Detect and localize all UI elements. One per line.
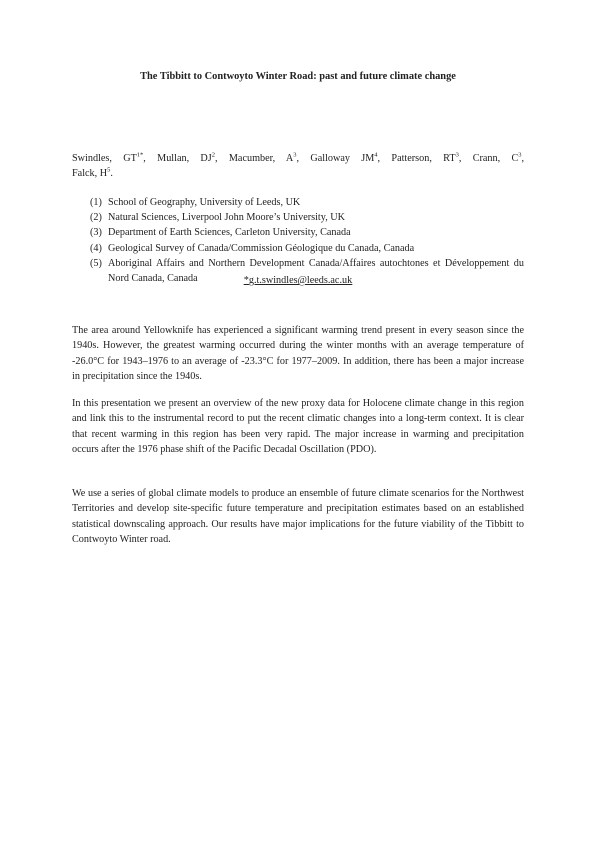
author: Mullan, $DJ^2$,	[157, 151, 229, 164]
abstract-paragraph-1: The area around Yellowknife has experienced a significant warming trend present in every season since the 1940s. However, the greatest warming occurred during the winter months with an average temperature of -26.0°C for 1943–1976 to an average of -23.3°C for 1977–2009. In addition, there has been a major increase in precipitation since the 1940s.	[72, 325, 524, 382]
affiliation-item: (4) Geological Survey of Canada/Commission Géologique du Canada, Canada	[90, 242, 415, 254]
author-list	[72, 151, 524, 181]
author: Falck, $H^5$.	[72, 166, 113, 179]
abstract-paragraph-3: We use a series of global climate models to produce an ensemble of future climate scenarios for the Northwest Territories and develop site-specific future temperature and precipitation estimates based on an established statistical downscaling approach. Our results have major implications for the future viability of the Tibbitt to Contwoyto Winter road.	[72, 488, 524, 545]
affiliation-item: (5) Aboriginal Affairs and Northern Development Canada/Affaires autochtones et Développement du Nord Canada, Canada	[90, 257, 524, 285]
author: Swindles, $GT^{1*}$,	[72, 151, 158, 164]
author: Galloway $JM^4$,	[310, 151, 392, 164]
abstract-paragraph-2: In this presentation we present an overview of the new proxy data for Holocene climate change in this region and link this to the instrumental record to put the recent climatic changes into a long-term context. It is clear that recent warming in this region has been very rapid. The major increase in warming and precipitation occurs after the 1976 phase shift of the Pacific Decadal Oscillation (PDO).	[72, 398, 524, 455]
corresponding-email	[72, 274, 524, 288]
author: Crann, $C^3$,	[472, 151, 525, 164]
affiliation-list	[90, 195, 524, 286]
affiliation-item: (3) Department of Earth Sciences, Carleton University, Canada	[90, 227, 351, 239]
paper-title: The Tibbitt to Contwoyto Winter Road: past and future climate change	[140, 71, 456, 82]
email-link[interactable]: *g.t.swindles@leeds.ac.uk	[243, 275, 353, 286]
affiliation-item: (1) School of Geography, University of Leeds, UK	[90, 197, 301, 208]
affiliation-item: (2) Natural Sciences, Liverpool John Moore’s University, UK	[90, 212, 345, 224]
author: Macumber, $A^3$,	[228, 151, 311, 164]
author: Patterson, $RT^3$,	[391, 151, 473, 164]
